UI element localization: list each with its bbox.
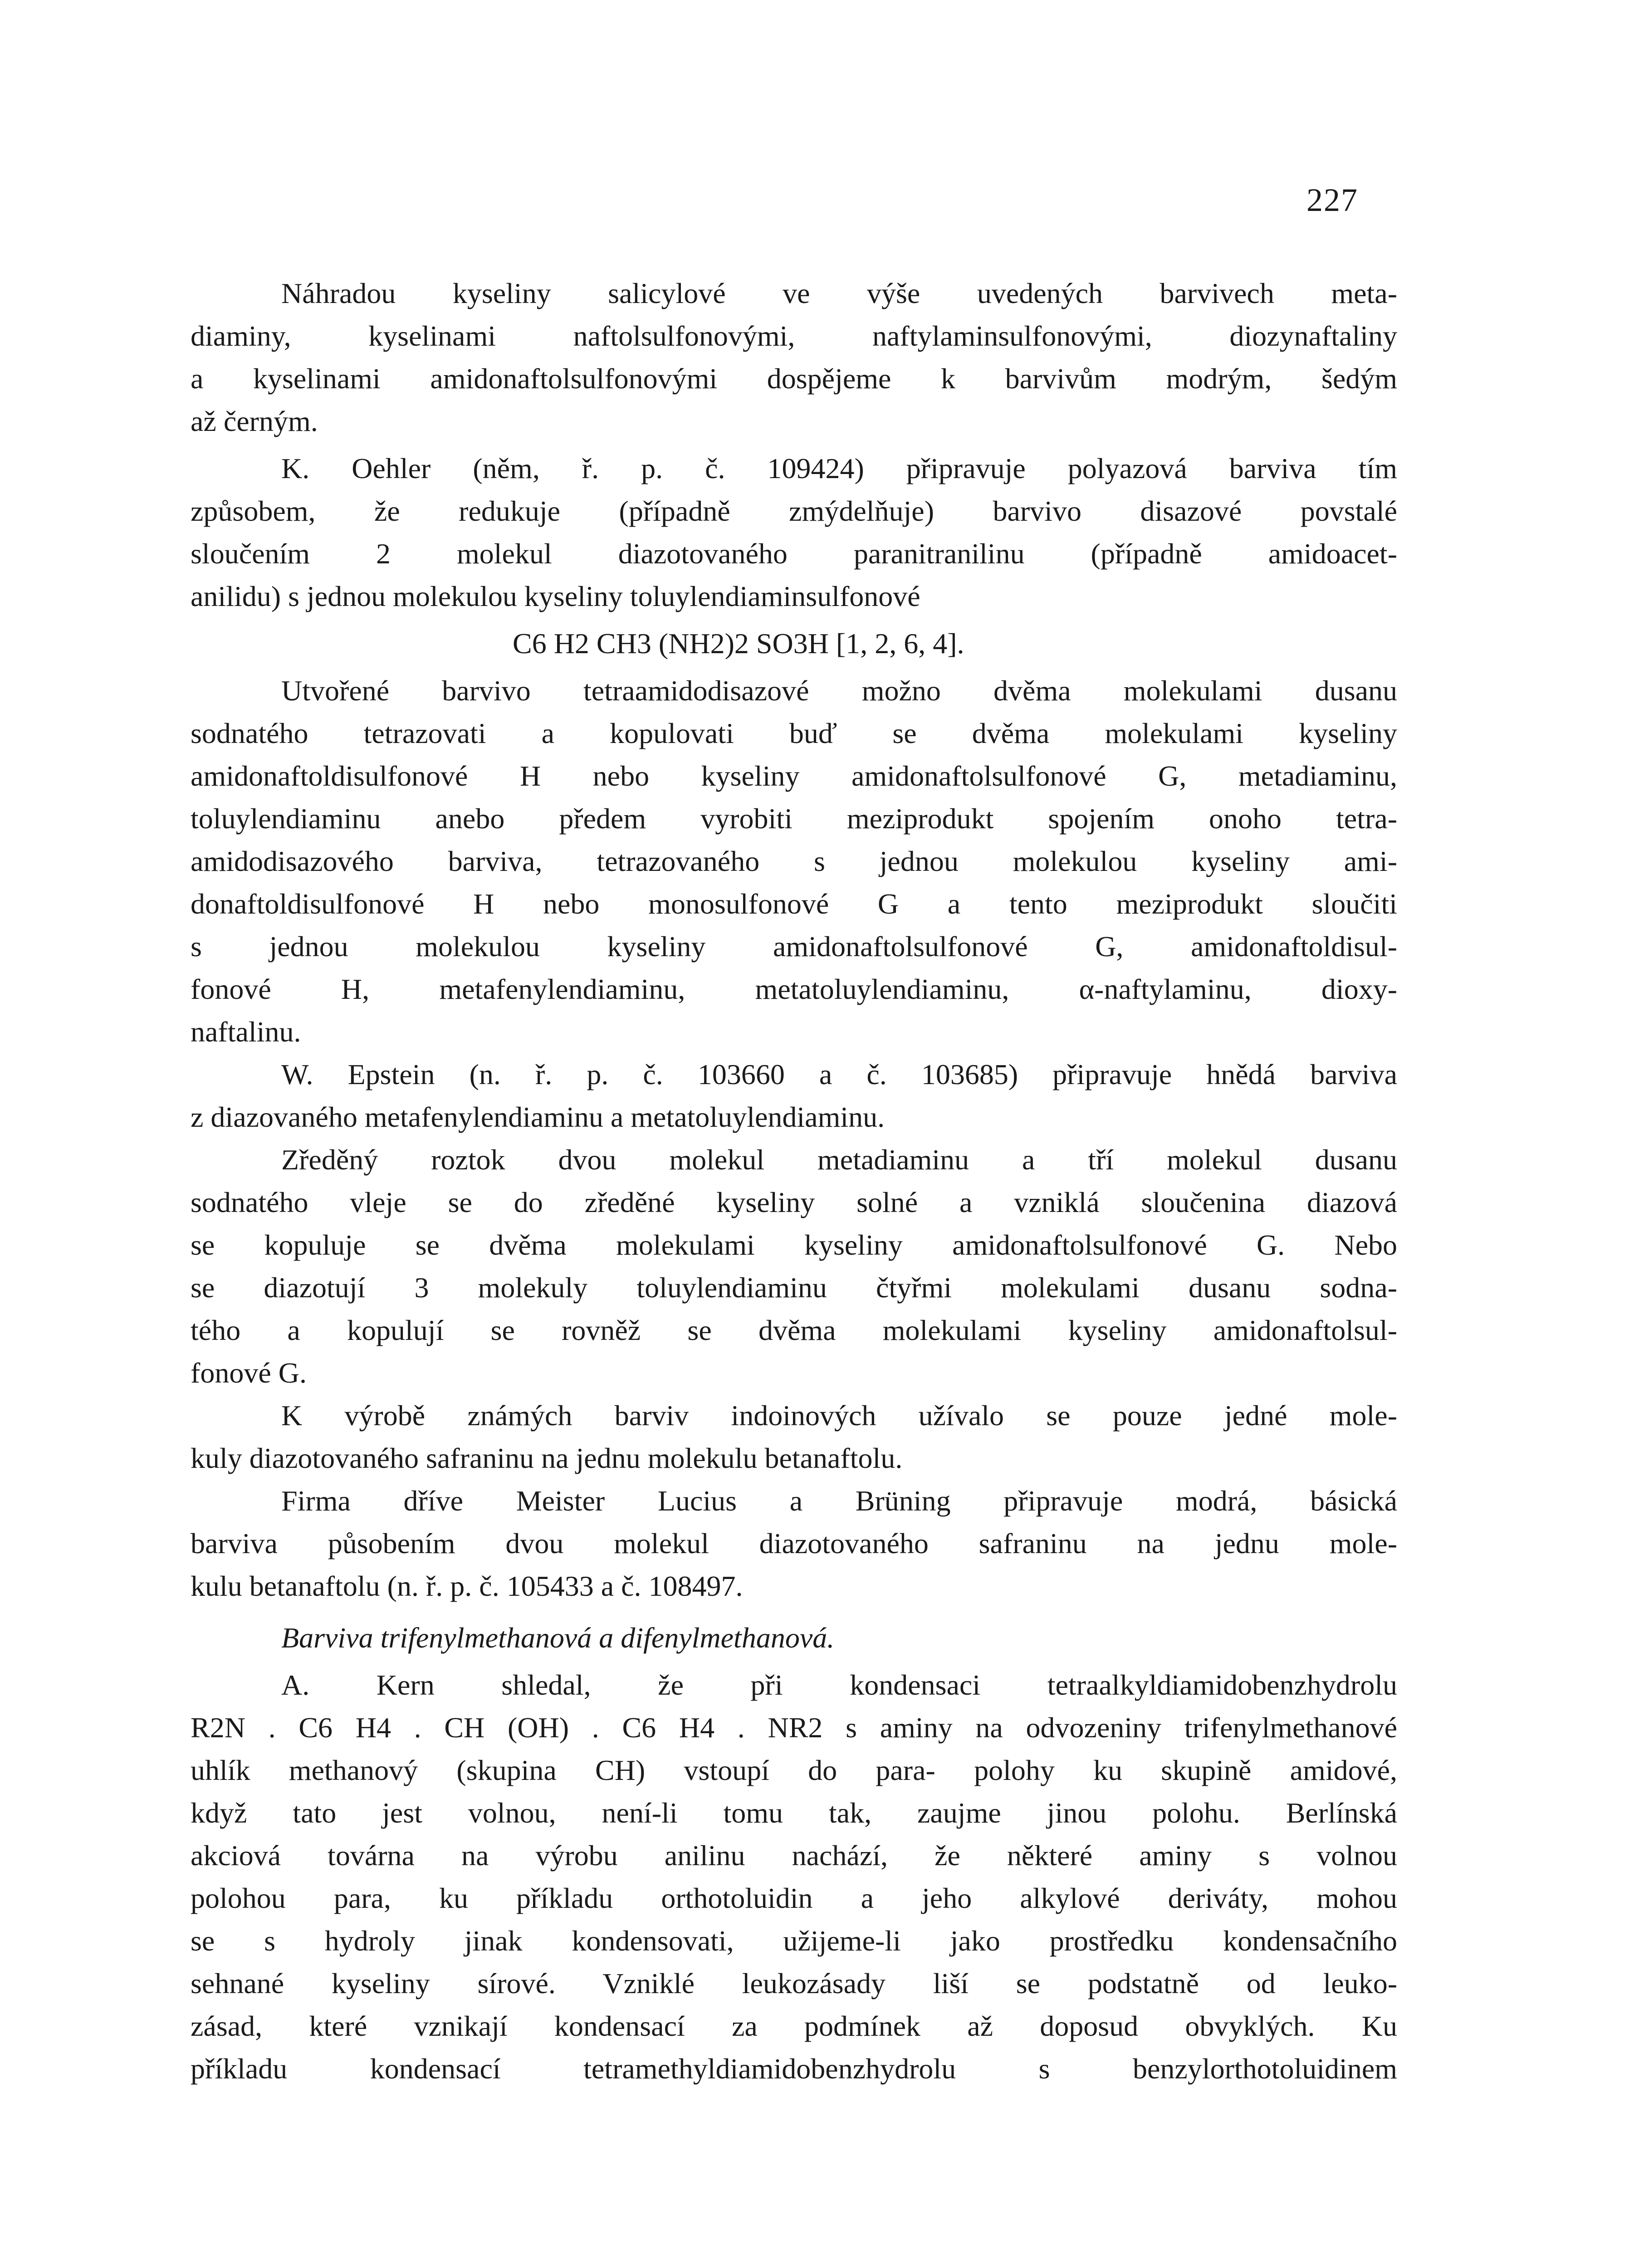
page-number: 227 [1306, 182, 1358, 218]
text-line: amidodisazového barviva, tetrazovaného s jednou molekulou kyseliny ami- [191, 845, 1397, 877]
text-line: naftalinu. [191, 1016, 301, 1048]
text-line: anilidu) s jednou molekulou kyseliny toluylendiaminsulfonové [191, 580, 920, 612]
text-line: donaftoldisulfonové H nebo monosulfonové G a tento meziprodukt sloučiti [191, 888, 1397, 920]
text-line: se s hydroly jinak kondensovati, užijeme-li jako prostředku kondensačního [191, 1925, 1397, 1957]
text-line: kuly diazotovaného safraninu na jednu molekulu betanaftolu. [191, 1442, 903, 1474]
text-line: polohou para, ku příkladu orthotoluidin a jeho alkylové deriváty, mohou [191, 1882, 1397, 1914]
text-line: fonové H, metafenylendiaminu, metatoluylendiaminu, α-naftylaminu, dioxy- [191, 973, 1397, 1005]
text-line: když tato jest volnou, není-li tomu tak, zaujme jinou polohu. Berlínská [191, 1797, 1397, 1829]
text-line: K. Oehler (něm, ř. p. č. 109424) připravuje polyazová barviva tím [281, 452, 1397, 484]
text-line: se diazotují 3 molekuly toluylendiaminu čtyřmi molekulami dusanu sodna- [191, 1271, 1397, 1304]
section-heading: Barviva trifenylmethanová a difenylmethanová. [281, 1622, 835, 1654]
text-line: uhlík methanový (skupina CH) vstoupí do para- polohy ku skupině amidové, [191, 1754, 1397, 1786]
text-line: sodnatého vleje se do zředěné kyseliny solné a vzniklá sloučenina diazová [191, 1186, 1397, 1218]
text-line: W. Epstein (n. ř. p. č. 103660 a č. 103685) připravuje hnědá barviva [281, 1058, 1397, 1090]
text-line: toluylendiaminu anebo předem vyrobiti meziprodukt spojením onoho tetra- [191, 802, 1397, 835]
text-line: s jednou molekulou kyseliny amidonaftolsulfonové G, amidonaftoldisul- [191, 930, 1397, 963]
text-line: R2N . C6 H4 . CH (OH) . C6 H4 . NR2 s aminy na odvozeniny trifenylmethanové [191, 1711, 1397, 1744]
chemical-formula: C6 H2 CH3 (NH2)2 SO3H [1, 2, 6, 4]. [513, 627, 964, 660]
text-line: až černým. [191, 405, 318, 437]
text-line: sloučením 2 molekul diazotovaného paranitranilinu (případně amidoacet- [191, 538, 1397, 570]
text-line: tého a kopulují se rovněž se dvěma molekulami kyseliny amidonaftolsul- [191, 1314, 1397, 1346]
text-line: Zředěný roztok dvou molekul metadiaminu a tří molekul dusanu [281, 1144, 1397, 1176]
text-line: Firma dříve Meister Lucius a Brüning připravuje modrá, básická [281, 1485, 1397, 1517]
text-line: barviva působením dvou molekul diazotovaného safraninu na jednu mole- [191, 1527, 1397, 1559]
text-line: zásad, které vznikají kondensací za podmínek až doposud obvyklých. Ku [191, 2010, 1397, 2042]
text-line: způsobem, že redukuje (případně zmýdelňuje) barvivo disazové povstalé [191, 495, 1397, 527]
text-line: příkladu kondensací tetramethyldiamidobenzhydrolu s benzylorthotoluidinem [191, 2053, 1397, 2085]
text-line: Utvořené barvivo tetraamidodisazové možno dvěma molekulami dusanu [281, 675, 1397, 707]
text-line: sodnatého tetrazovati a kopulovati buď se dvěma molekulami kyseliny [191, 717, 1397, 749]
text-line: sehnané kyseliny sírové. Vzniklé leukozásady liší se podstatně od leuko- [191, 1967, 1397, 1999]
text-line: diaminy, kyselinami naftolsulfonovými, naftylaminsulfonovými, diozynaftaliny [191, 320, 1397, 352]
text-line: fonové G. [191, 1357, 307, 1389]
text-line: kulu betanaftolu (n. ř. p. č. 105433 a č. 108497. [191, 1570, 743, 1602]
text-line: amidonaftoldisulfonové H nebo kyseliny amidonaftolsulfonové G, metadiaminu, [191, 760, 1397, 792]
text-line: Náhradou kyseliny salicylové ve výše uvedených barvivech meta- [281, 277, 1397, 309]
page-body [191, 272, 1397, 2090]
text-line: a kyselinami amidonaftolsulfonovými dospějeme k barvivům modrým, šedým [191, 362, 1397, 395]
text-line: akciová továrna na výrobu anilinu nachází, že některé aminy s volnou [191, 1839, 1397, 1872]
text-line: se kopuluje se dvěma molekulami kyseliny amidonaftolsulfonové G. Nebo [191, 1229, 1397, 1261]
text-line: z diazovaného metafenylendiaminu a metatoluylendiaminu. [191, 1101, 885, 1133]
text-line: A. Kern shledal, že při kondensaci tetraalkyldiamidobenzhydrolu [281, 1669, 1397, 1701]
text-line: K výrobě známých barviv indoinových užívalo se pouze jedné mole- [281, 1399, 1397, 1432]
